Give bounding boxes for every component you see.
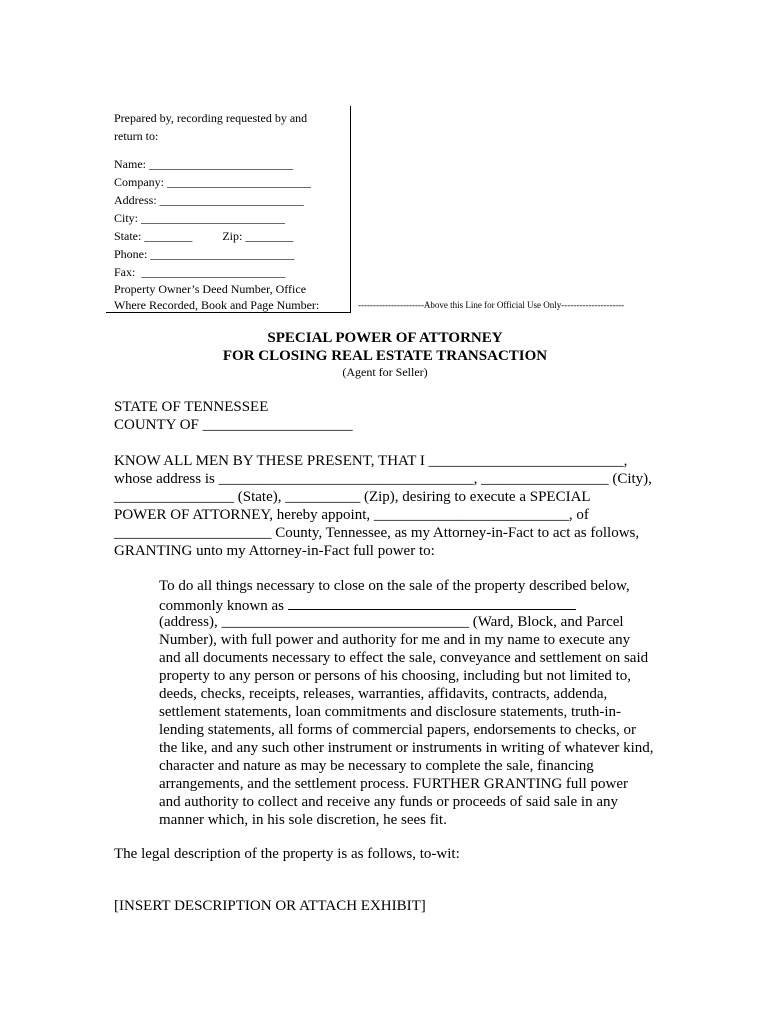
intro-line-5: _____________________ County, Tennessee, as my Attorney-in-Fact to act as follows, <box>114 525 640 541</box>
deed-number-line-1: Property Owner’s Deed Number, Office <box>114 282 307 296</box>
powers-line-3: (address), _________________________________ (Ward, Block, and Parcel <box>159 614 624 630</box>
intro-line-1: KNOW ALL MEN BY THESE PRESENT, THAT I __________________________, <box>114 453 628 469</box>
recording-info-box <box>106 106 351 313</box>
fax-field: Fax: ________________________ <box>114 265 286 279</box>
company-field: Company: ________________________ <box>114 175 311 189</box>
commonly-known-as-label: commonly known as <box>159 598 288 614</box>
address-field: Address: ________________________ <box>114 193 304 207</box>
powers-line-6: property to any person or persons of his choosing, including but not limited to, <box>159 668 632 684</box>
powers-line-11: character and nature as may be necessary to complete the sale, financing <box>159 758 594 774</box>
powers-line-5: and all documents necessary to effect the sale, conveyance and settlement on said <box>159 650 649 666</box>
venue-state: STATE OF TENNESSEE <box>114 399 269 415</box>
address-blank <box>288 595 576 610</box>
powers-line-4: Number), with full power and authority for me and in my name to execute any <box>159 632 631 648</box>
powers-line-8: settlement statements, loan commitments and disclosure statements, truth-in- <box>159 704 621 720</box>
insert-exhibit-placeholder: [INSERT DESCRIPTION OR ATTACH EXHIBIT] <box>114 898 426 914</box>
powers-line-2 <box>159 595 576 615</box>
official-use-line: ----------------------Above this Line for Official Use Only--------------------- <box>358 300 625 310</box>
document-note: (Agent for Seller) <box>342 365 428 379</box>
intro-line-3: ________________ (State), __________ (Zip), desiring to execute a SPECIAL <box>114 489 591 505</box>
powers-line-9: lending statements, all forms of commercial papers, endorsements to checks, or <box>159 722 636 738</box>
powers-line-1: To do all things necessary to close on the sale of the property described below, <box>159 578 630 594</box>
intro-line-6: GRANTING unto my Attorney-in-Fact full power to: <box>114 543 435 559</box>
phone-field: Phone: ________________________ <box>114 247 295 261</box>
intro-line-4: POWER OF ATTORNEY, hereby appoint, __________________________, of <box>114 507 589 523</box>
powers-line-14: manner which, in his sole discretion, he sees fit. <box>159 812 447 828</box>
document-title: SPECIAL POWER OF ATTORNEY <box>267 330 503 346</box>
recording-info-text <box>114 109 346 313</box>
deed-number-line-2: Where Recorded, Book and Page Number: <box>114 298 320 312</box>
powers-line-12: arrangements, and the settlement process. FURTHER GRANTING full power <box>159 776 628 792</box>
powers-line-13: and authority to collect and receive any funds or proceeds of said sale in any <box>159 794 619 810</box>
city-field: City: ________________________ <box>114 211 286 225</box>
powers-line-7: deeds, checks, receipts, releases, warranties, affidavits, contracts, addenda, <box>159 686 608 702</box>
document-subtitle: FOR CLOSING REAL ESTATE TRANSACTION <box>222 348 548 364</box>
name-field: Name: ________________________ <box>114 157 293 171</box>
legal-description-intro: The legal description of the property is as follows, to-wit: <box>114 846 460 862</box>
venue-county: COUNTY OF ____________________ <box>114 417 353 433</box>
prepared-by-line-1: Prepared by, recording requested by and <box>114 111 308 125</box>
state-zip-field: State: ________ Zip: ________ <box>114 229 294 243</box>
prepared-by-line-2: return to: <box>114 129 159 143</box>
intro-line-2: whose address is __________________________________, _________________ (City), <box>114 471 652 487</box>
powers-line-10: the like, and any such other instrument or instruments in writing of whatever kind, <box>159 740 654 756</box>
